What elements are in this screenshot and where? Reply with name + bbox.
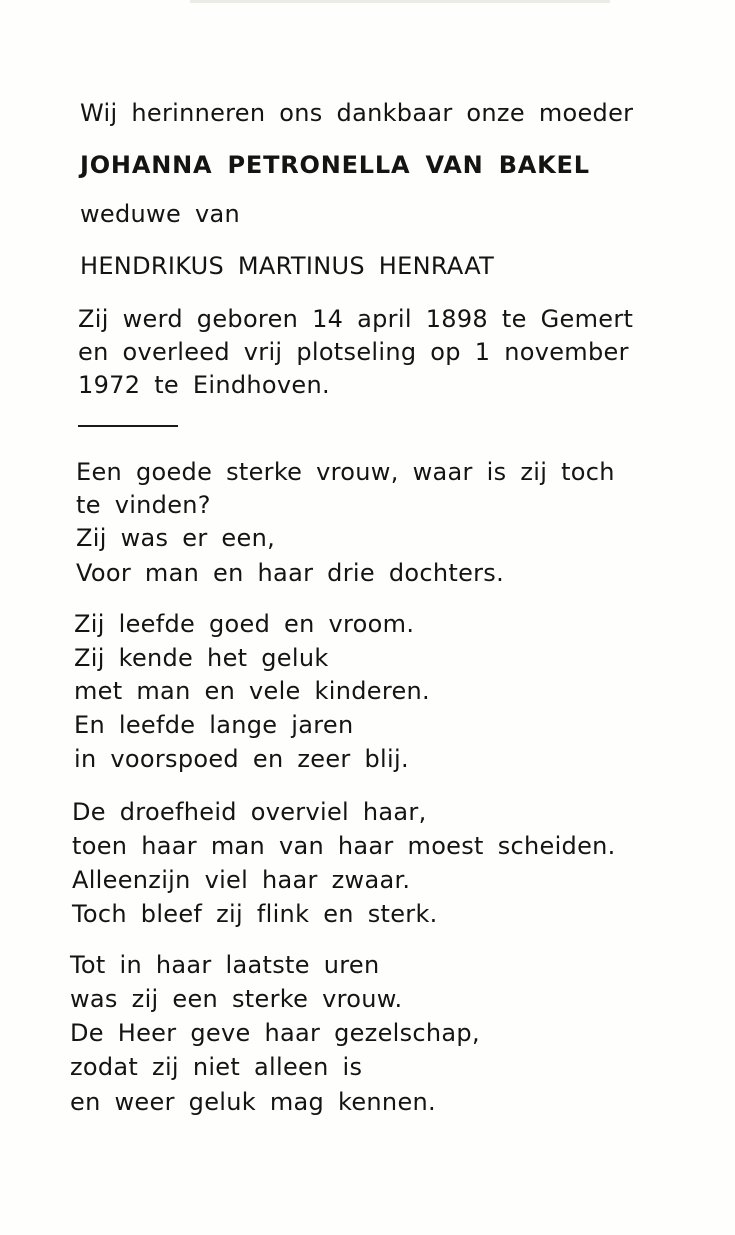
- poem-line: Zij leefde goed en vroom.: [74, 610, 415, 638]
- poem-line: De Heer geve haar gezelschap,: [70, 1019, 480, 1047]
- poem-line: met man en vele kinderen.: [74, 677, 430, 705]
- poem-line: Tot in haar laatste uren: [70, 951, 380, 979]
- poem-line: zodat zij niet alleen is: [70, 1053, 363, 1081]
- intro-text: Wij herinneren ons dankbaar onze moeder: [80, 99, 634, 127]
- card-top-edge: [190, 0, 610, 3]
- poem-line: Alleenzijn viel haar zwaar.: [72, 866, 411, 894]
- husband-name: HENDRIKUS MARTINUS HENRAAT: [80, 252, 495, 280]
- widow-of-text: weduwe van: [80, 200, 240, 228]
- poem-line: En leefde lange jaren: [74, 711, 354, 739]
- bio-line: Zij werd geboren 14 april 1898 te Gemert: [78, 305, 634, 333]
- poem-line: De droefheid overviel haar,: [72, 798, 427, 826]
- poem-line: Zij was er een,: [76, 524, 276, 552]
- poem-line: was zij een sterke vrouw.: [70, 985, 403, 1013]
- poem-line: in voorspoed en zeer blij.: [74, 745, 409, 773]
- poem-line: Zij kende het geluk: [74, 644, 329, 672]
- poem-line: en weer geluk mag kennen.: [70, 1088, 436, 1116]
- deceased-name: JOHANNA PETRONELLA VAN BAKEL: [80, 151, 590, 179]
- poem-line: Een goede sterke vrouw, waar is zij toch: [76, 458, 615, 486]
- poem-line: toen haar man van haar moest scheiden.: [72, 832, 616, 860]
- poem-line: Voor man en haar drie dochters.: [76, 559, 505, 587]
- bio-line: 1972 te Eindhoven.: [78, 371, 330, 399]
- poem-line: Toch bleef zij flink en sterk.: [72, 900, 438, 928]
- divider: [78, 425, 178, 427]
- poem-line: te vinden?: [76, 491, 211, 519]
- bio-line: en overleed vrij plotseling op 1 november: [78, 338, 629, 366]
